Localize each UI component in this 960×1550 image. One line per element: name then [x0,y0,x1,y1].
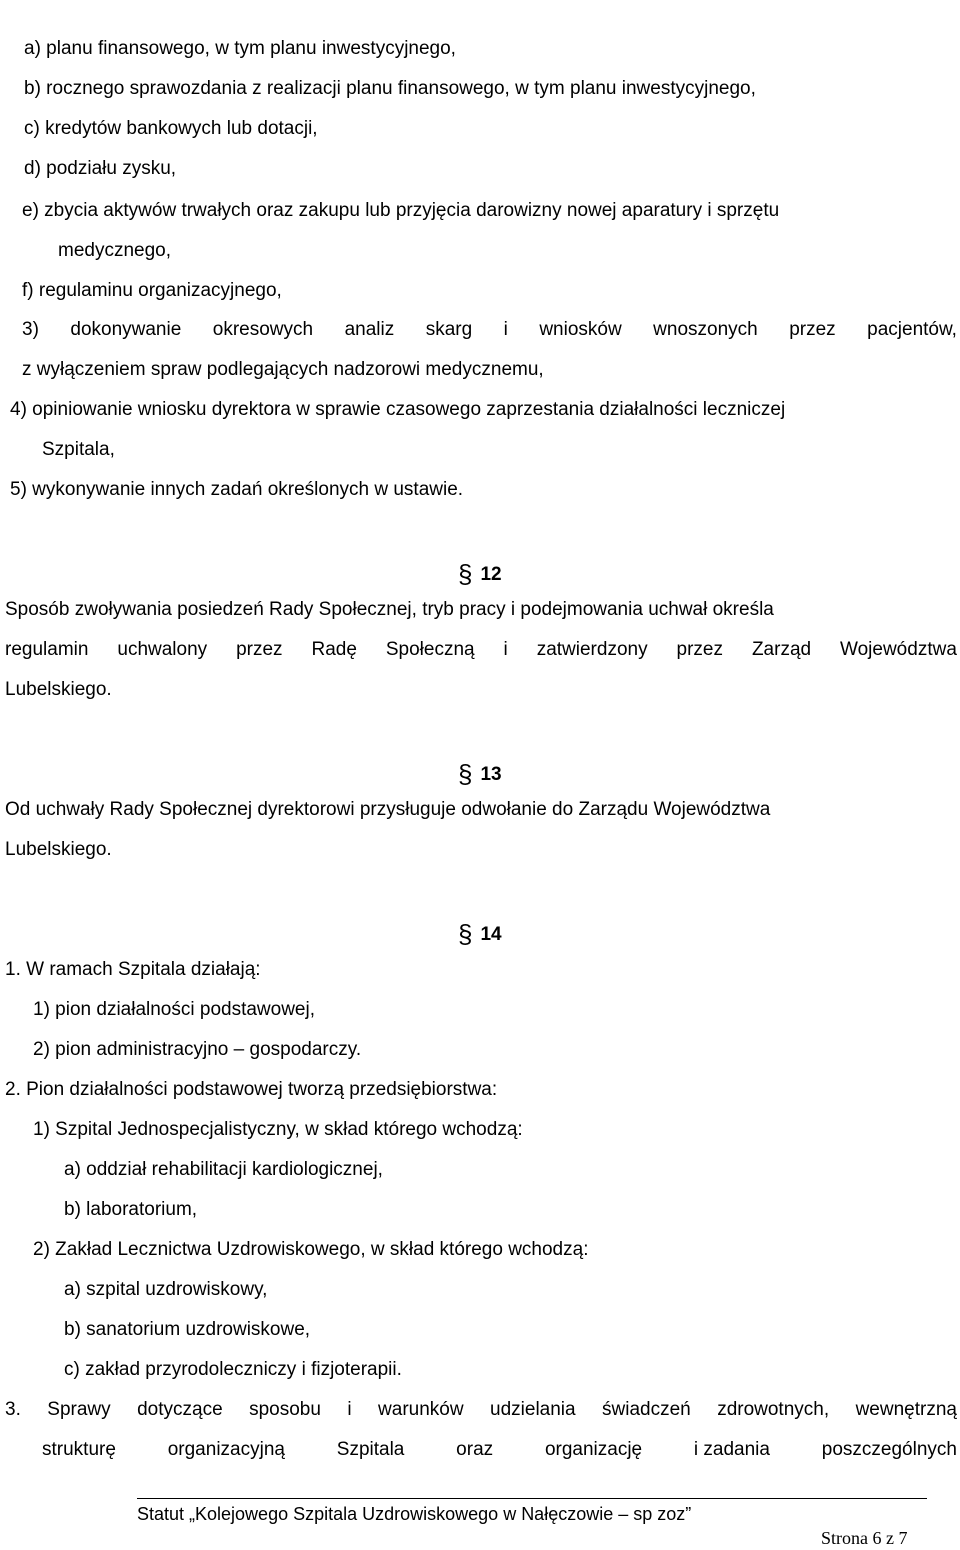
word: organizacyjną [167,1439,285,1460]
point-4-line-1: 4) opiniowanie wniosku dyrektora w sprawie czasowego zaprzestania działalności leczniczej [10,399,786,420]
list-item-d: d) podziału zysku, [24,158,177,179]
point-3-line-1 [22,318,957,342]
section-14-point-3-line-2 [42,1438,957,1462]
word: strukturę [42,1439,116,1460]
section-14-point-2-1: 1) Szpital Jednospecjalistyczny, w skład którego wchodzą: [33,1119,523,1140]
section-symbol: § [458,759,473,789]
section-number: 13 [480,764,502,785]
word: poszczególnych [821,1439,957,1460]
list-item-a: a) planu finansowego, w tym planu inwestycyjnego, [24,38,456,59]
word: okresowych [212,319,314,340]
section-14-heading [458,916,502,947]
word: zdrowotnych, [717,1399,830,1420]
section-14-point-2-2: 2) Zakład Lecznictwa Uzdrowiskowego, w skład którego wchodzą: [33,1239,589,1260]
word: regulamin [5,639,89,660]
word: udzielania [490,1399,576,1420]
point-3-line-2: z wyłączeniem spraw podlegających nadzorowi medycznemu, [22,359,544,380]
section-12-line-1: Sposób zwoływania posiedzeń Rady Społecznej, tryb pracy i podejmowania uchwał określa [5,599,774,620]
section-number: 12 [480,564,502,585]
word: Radę [311,639,357,660]
word: analiz [344,319,395,340]
list-item-b: b) rocznego sprawozdania z realizacji planu finansowego, w tym planu inwestycyjnego, [24,78,756,99]
section-13-heading [458,756,502,787]
footer-title: Statut „Kolejowego Szpitala Uzdrowiskowego w Nałęczowie – sp zoz” [137,1504,692,1524]
word: świadczeń [602,1399,691,1420]
word: zatwierdzony [536,639,648,660]
word: i zadania [693,1439,770,1460]
word: skarg [425,319,473,340]
section-14-point-2-2-a: a) szpital uzdrowiskowy, [64,1279,268,1300]
footer-divider [137,1498,927,1499]
section-14-point-3-line-1 [5,1398,957,1422]
word: oraz [456,1439,494,1460]
word: Sprawy [47,1399,111,1420]
page-number: Strona 6 z 7 [821,1528,908,1548]
word: i [347,1399,352,1420]
section-14-point-2: 2. Pion działalności podstawowej tworzą przedsiębiorstwa: [5,1079,498,1100]
word: sposobu [249,1399,321,1420]
word: uchwalony [117,639,208,660]
section-14-point-2-1-a: a) oddział rehabilitacji kardiologicznej, [64,1159,383,1180]
word: wewnętrzną [855,1399,957,1420]
section-symbol: § [458,559,473,589]
word: i [503,639,508,660]
word: przez [789,319,836,340]
word: Szpitala [336,1439,405,1460]
section-symbol: § [458,919,473,949]
word: organizację [544,1439,643,1460]
word: przez [236,639,283,660]
section-14-point-2-2-b: b) sanatorium uzdrowiskowe, [64,1319,311,1340]
word: dotyczące [137,1399,223,1420]
list-item-e-continuation: medycznego, [58,240,172,261]
word: 3) [22,319,39,340]
list-item-e: e) zbycia aktywów trwałych oraz zakupu lub przyjęcia darowizny nowej aparatury i sprzętu [22,200,780,221]
word: wnoszonych [653,319,758,340]
word: 3. [5,1399,21,1420]
section-14-point-2-2-c: c) zakład przyrodoleczniczy i fizjoterapii. [64,1359,402,1380]
section-14-point-1-1: 1) pion działalności podstawowej, [33,999,315,1020]
section-13-line-1: Od uchwały Rady Społecznej dyrektorowi przysługuje odwołanie do Zarządu Województwa [5,799,771,820]
word: Województwa [840,639,957,660]
word: Zarząd [751,639,812,660]
word: warunków [378,1399,464,1420]
section-12-line-3: Lubelskiego. [5,679,112,700]
section-14-point-2-1-b: b) laboratorium, [64,1199,198,1220]
section-number: 14 [480,924,502,945]
section-14-point-1: 1. W ramach Szpitala działają: [5,959,261,980]
section-12-heading [458,556,502,587]
word: pacjentów, [867,319,957,340]
point-4-line-2: Szpitala, [42,439,115,460]
section-13-line-2: Lubelskiego. [5,839,112,860]
list-item-c: c) kredytów bankowych lub dotacji, [24,118,318,139]
list-item-f: f) regulaminu organizacyjnego, [22,280,282,301]
section-12-line-2 [5,638,957,662]
word: przez [676,639,723,660]
section-14-point-1-2: 2) pion administracyjno – gospodarczy. [33,1039,362,1060]
word: i [503,319,508,340]
word: Społeczną [385,639,475,660]
word: wniosków [539,319,622,340]
word: dokonywanie [70,319,182,340]
point-5: 5) wykonywanie innych zadań określonych w ustawie. [10,479,464,500]
